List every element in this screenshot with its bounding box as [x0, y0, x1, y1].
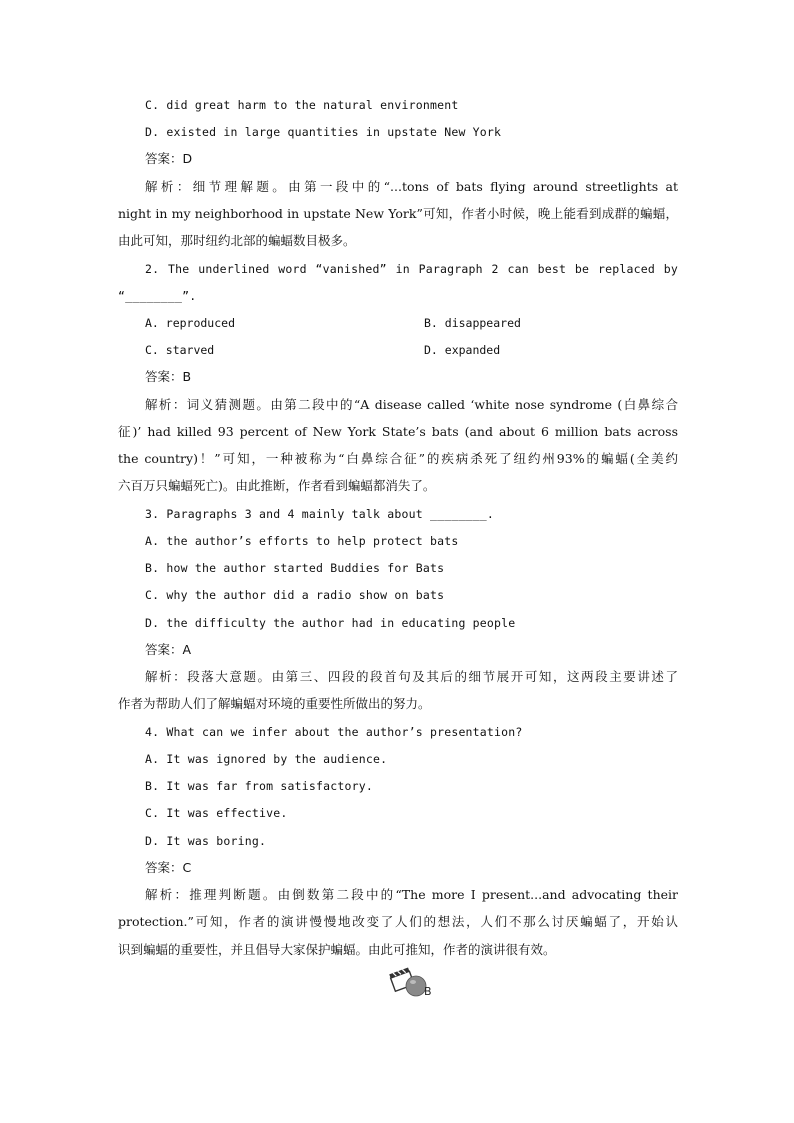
q3-analysis-line-1: 解析：段落大意题。由第三、四段的段首句及其后的细节展开可知，这两段主要讲述了: [145, 669, 678, 684]
q2-analysis-line-1: 解析：词义猜测题。由第二段中的“A disease called ‘white nose syndrome (白鼻综合: [145, 397, 678, 412]
q2-option-c: C. starved: [145, 343, 215, 357]
q3-stem: 3. Paragraphs 3 and 4 mainly talk about ________.: [145, 507, 495, 521]
q1-option-d: D. existed in large quantities in upstate New York: [145, 125, 502, 139]
q4-analysis-line-2: protection.”可知，作者的演讲慢慢地改变了人们的想法，人们不那么讨厌蝙蝠了，开始认: [118, 914, 678, 929]
q3-option-a: A. the author’s efforts to help protect bats: [145, 534, 459, 548]
q2-analysis-line-4: 六百万只蝙蝠死亡)。由此推断，作者看到蝙蝠都消失了。: [118, 478, 436, 493]
q3-option-d: D. the difficulty the author had in educating people: [145, 616, 516, 630]
q1-analysis-line-1: 解析：细节理解题。由第一段中的“...tons of bats flying around streetlights at: [145, 179, 678, 194]
q1-answer: 答案：D: [145, 151, 193, 166]
q2-answer: 答案：B: [145, 369, 192, 384]
section-letter: B: [424, 985, 432, 998]
q3-option-c: C. why the author did a radio show on bats: [145, 588, 445, 602]
q4-analysis-line-1: 解析：推理判断题。由倒数第二段中的“The more I present...and advocating their: [145, 887, 678, 902]
q2-analysis-line-3: the country)！”可知，一种被称为“白鼻综合征”的疾病杀死了纽约州93%的蝙蝠(全美约: [118, 451, 678, 466]
q1-analysis-line-2: night in my neighborhood in upstate New York”可知，作者小时候，晚上能看到成群的蝙蝠，: [118, 206, 678, 221]
q4-option-d: D. It was boring.: [145, 834, 267, 848]
q4-answer: 答案：C: [145, 860, 192, 875]
q2-option-a: A. reproduced: [145, 316, 236, 330]
q2-stem-line-1: 2. The underlined word “vanished” in Paragraph 2 can best be replaced by: [145, 262, 678, 276]
q2-analysis-line-2: 征)’ had killed 93 percent of New York State’s bats (and about 6 million bats across: [118, 424, 678, 439]
q2-stem-line-2: “________”.: [118, 289, 197, 303]
clapperboard-ball-logo-icon: [389, 966, 429, 998]
q3-answer: 答案：A: [145, 642, 192, 657]
q1-analysis-line-3: 由此可知，那时纽约北部的蝙蝠数目极多。: [118, 233, 356, 248]
q2-option-b: B. disappeared: [424, 316, 521, 330]
q1-option-c: C. did great harm to the natural environment: [145, 98, 459, 112]
q3-analysis-line-2: 作者为帮助人们了解蝙蝠对环境的重要性所做出的努力。: [118, 696, 431, 711]
q3-option-b: B. how the author started Buddies for Bats: [145, 561, 445, 575]
q2-option-d: D. expanded: [424, 343, 501, 357]
q4-option-a: A. It was ignored by the audience.: [145, 752, 388, 766]
q4-analysis-line-3: 识到蝙蝠的重要性，并且倡导大家保护蝙蝠。由此可推知，作者的演讲很有效。: [118, 942, 556, 957]
q4-option-c: C. It was effective.: [145, 806, 288, 820]
q4-stem: 4. What can we infer about the author’s presentation?: [145, 725, 523, 739]
q4-option-b: B. It was far from satisfactory.: [145, 779, 373, 793]
